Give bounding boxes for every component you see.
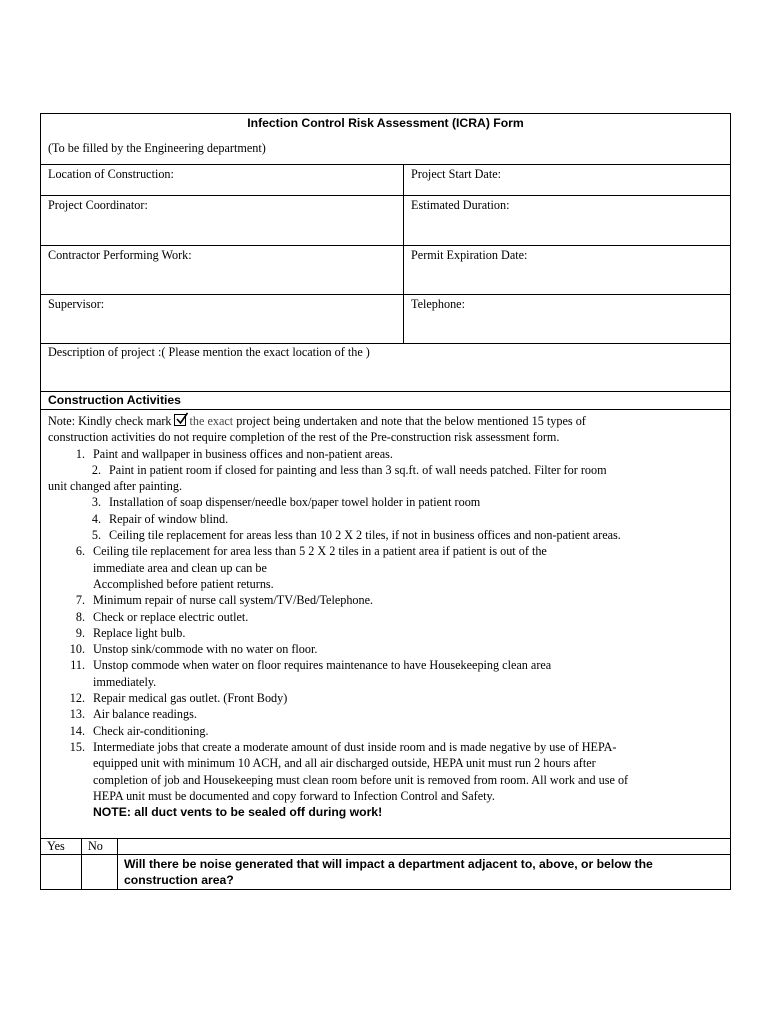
item-number: 2. <box>91 462 101 477</box>
coordinator-field[interactable]: Project Coordinator: <box>41 196 404 245</box>
list-item <box>48 625 723 641</box>
yes-column-header: Yes <box>41 839 82 854</box>
item-continuation: Accomplished before patient returns. <box>93 576 274 591</box>
item-text: Ceiling tile replacement for area less than 5 2 X 2 tiles in a patient area if patient is out of the <box>93 544 547 559</box>
duration-field[interactable]: Estimated Duration: <box>411 198 510 212</box>
note-grey-text: the exact <box>189 414 234 428</box>
item-number: 5. <box>91 528 101 543</box>
list-item <box>48 706 723 722</box>
item-number: 6. <box>75 544 85 559</box>
item-continuation: unit changed after painting. <box>48 479 183 494</box>
contractor-field[interactable]: Contractor Performing Work: <box>41 246 404 294</box>
item-number: 15. <box>69 739 85 754</box>
question-header-spacer <box>118 839 730 854</box>
note-prefix: Note: Kindly check mark <box>48 414 172 428</box>
item-number: 14. <box>69 723 85 738</box>
row-location <box>41 165 730 196</box>
item-text: Paint in patient room if closed for painting and less than 3 sq.ft. of wall needs patched. Filter for room <box>109 462 607 477</box>
row-supervisor <box>41 295 730 344</box>
item-number: 4. <box>91 511 101 526</box>
list-item <box>48 446 723 462</box>
item-number: 13. <box>69 707 85 722</box>
final-note: NOTE: all duct vents to be sealed off during work! <box>93 805 383 820</box>
item-text: Intermediate jobs that create a moderate amount of dust inside room and is made negative by use of HEPA- <box>93 739 617 754</box>
list-item <box>48 723 723 739</box>
item-text: Check air-conditioning. <box>93 723 209 738</box>
item-continuation: immediately. <box>93 674 157 689</box>
question-row <box>41 855 730 889</box>
item-number: 12. <box>69 691 85 706</box>
item-continuation: HEPA unit must be documented and copy forward to Infection Control and Safety. <box>93 788 495 803</box>
location-field[interactable]: Location of Construction: <box>41 165 404 195</box>
list-item <box>48 609 723 625</box>
activities-header: Construction Activities <box>41 392 730 410</box>
form-subtitle: (To be filled by the Engineering department) <box>48 141 266 155</box>
permit-expiration-field[interactable]: Permit Expiration Date: <box>411 248 528 262</box>
yes-no-header-row <box>41 839 730 855</box>
item-number: 1. <box>75 446 85 461</box>
row-coordinator <box>41 196 730 246</box>
list-item <box>48 462 723 478</box>
item-text: Ceiling tile replacement for areas less than 10 2 X 2 tiles, if not in business offices and non-patient areas. <box>109 528 621 543</box>
checkmark-icon <box>174 414 186 426</box>
item-text: Unstop commode when water on floor requires maintenance to have Housekeeping clean area <box>93 658 552 673</box>
item-text: Repair medical gas outlet. (Front Body) <box>93 691 288 706</box>
icra-form <box>40 113 731 890</box>
activities-section <box>41 410 730 839</box>
item-text-block <box>93 739 723 820</box>
item-text: Air balance readings. <box>93 707 197 722</box>
noise-question: Will there be noise generated that will impact a department adjacent to, above, or below the construction area? <box>124 857 653 887</box>
start-date-field[interactable]: Project Start Date: <box>411 167 502 181</box>
item-continuation: immediate area and clean up can be <box>93 560 267 575</box>
note-suffix: project being undertaken and note that the below mentioned 15 types of <box>233 414 586 428</box>
item-continuation: equipped unit with minimum 10 ACH, and all air discharged outside, HEPA unit must run 2 hours after <box>93 756 596 771</box>
list-item <box>48 690 723 706</box>
list-item <box>48 592 723 608</box>
item-text: Repair of window blind. <box>109 511 229 526</box>
no-checkbox-cell[interactable] <box>82 855 118 889</box>
list-item <box>48 641 723 657</box>
row-contractor <box>41 246 730 295</box>
item-text-block <box>93 657 723 690</box>
item-number: 3. <box>91 495 101 510</box>
item-text: Replace light bulb. <box>93 625 186 640</box>
list-item <box>48 543 723 592</box>
item-number: 7. <box>75 593 85 608</box>
item-text: Minimum repair of nurse call system/TV/Bed/Telephone. <box>93 593 374 608</box>
description-label: Description of project :( Please mention the exact location of the ) <box>48 345 370 359</box>
item-text: Installation of soap dispenser/needle box/paper towel holder in patient room <box>109 495 481 510</box>
item-text: Unstop sink/commode with no water on floor. <box>93 642 318 657</box>
yes-checkbox-cell[interactable] <box>41 855 82 889</box>
list-item <box>48 494 723 510</box>
note-line-2: construction activities do not require completion of the rest of the Pre-construction risk assessment form. <box>48 430 560 445</box>
item-number: 8. <box>75 609 85 624</box>
no-column-header: No <box>82 839 118 854</box>
supervisor-field[interactable]: Supervisor: <box>41 295 404 343</box>
item-text-block <box>93 543 723 592</box>
list-item <box>48 657 723 690</box>
item-text: Paint and wallpaper in business offices and non-patient areas. <box>93 446 393 461</box>
note-line-1 <box>48 413 723 429</box>
form-header <box>41 114 730 165</box>
list-item <box>48 527 723 543</box>
item-number: 11. <box>70 658 85 673</box>
list-item <box>48 739 723 820</box>
telephone-field[interactable]: Telephone: <box>411 297 465 311</box>
list-item <box>48 511 723 527</box>
description-field[interactable] <box>41 344 730 392</box>
item-number: 9. <box>75 625 85 640</box>
form-title: Infection Control Risk Assessment (ICRA) Form <box>247 116 524 130</box>
item-text: Check or replace electric outlet. <box>93 609 249 624</box>
item-number: 10. <box>69 642 85 657</box>
item-continuation: completion of job and Housekeeping must clean room before unit is removed from room. All work and use of <box>93 772 629 787</box>
